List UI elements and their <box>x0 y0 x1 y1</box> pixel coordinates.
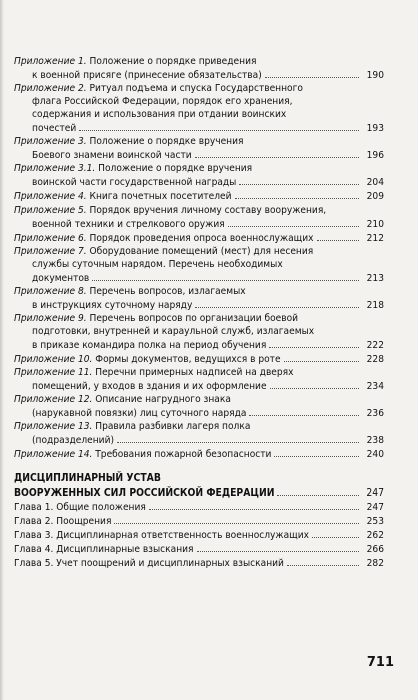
toc-entry-text: Книга почетных посетителей <box>89 191 232 203</box>
chapter-entry <box>14 514 384 528</box>
toc-entry-text: Порядок проведения опроса военнослужащих <box>89 232 314 244</box>
appendix-label: Приложение 13. <box>14 421 93 433</box>
toc-entry-line <box>14 204 384 217</box>
appendix-label: Приложение 3. <box>14 136 87 148</box>
toc-entry-line <box>14 325 384 338</box>
page-ref: 210 <box>366 218 384 230</box>
leader-dots <box>265 68 359 78</box>
toc-entry-text: к военной присяге (принесение обязательства) <box>32 70 262 82</box>
toc-entry-line <box>14 189 384 203</box>
chapter-entry <box>14 556 384 570</box>
leader-dots <box>249 406 359 416</box>
toc-entry-text: Перечень вопросов, излагаемых <box>89 285 246 297</box>
page-ref: 247 <box>366 486 384 499</box>
page-ref: 253 <box>366 516 384 528</box>
page-ref: 282 <box>366 558 384 570</box>
toc-entry-line <box>14 352 384 366</box>
toc-entry-text: (нарукавной повязки) лиц суточного наряда <box>32 408 247 420</box>
toc-entry-text: Перечень вопросов по организации боевой <box>89 312 299 324</box>
table-of-contents <box>14 55 384 570</box>
appendix-label: Приложение 5. <box>14 204 87 216</box>
leader-dots <box>317 231 360 241</box>
section-title-text: ВООРУЖЕННЫХ СИЛ РОССИЙСКОЙ ФЕДЕРАЦИИ <box>14 486 275 499</box>
toc-entry-text: документов <box>32 272 90 284</box>
appendix-label: Приложение 7. <box>14 245 87 257</box>
toc-entry-text: Формы документов, ведущихся в роте <box>95 354 281 366</box>
page-ref: 247 <box>366 502 384 514</box>
toc-entry <box>14 447 384 461</box>
toc-entry-line <box>14 379 384 393</box>
toc-entry-text: Оборудование помещений (мест) для несения <box>89 245 314 257</box>
toc-entry-line <box>14 285 384 298</box>
toc-entry <box>14 189 384 203</box>
chapter-text: Глава 2. Поощрения <box>14 516 112 528</box>
toc-entry <box>14 204 384 231</box>
page-gutter <box>0 0 4 700</box>
appendix-label: Приложение 6. <box>14 232 87 244</box>
page-ref: 236 <box>366 408 384 420</box>
leader-dots <box>117 433 359 443</box>
page-ref: 234 <box>366 381 384 393</box>
toc-entry <box>14 245 384 285</box>
toc-entry-text: почестей <box>32 123 77 135</box>
toc-entry-line <box>14 245 384 258</box>
appendix-label: Приложение 8. <box>14 285 87 297</box>
toc-entry-text: Порядок вручения личному составу вооружения, <box>89 204 327 216</box>
toc-entry-text: воинской части государственной награды <box>32 177 237 189</box>
leader-dots <box>228 217 359 227</box>
toc-entry-text: Ритуал подъема и спуска Государственного <box>89 83 303 95</box>
page-ref: 212 <box>366 232 384 244</box>
toc-entry <box>14 420 384 447</box>
toc-entry <box>14 366 384 393</box>
page-ref: 209 <box>366 191 384 203</box>
toc-entry-line <box>14 338 384 352</box>
leader-dots <box>195 298 359 308</box>
toc-entry <box>14 55 384 82</box>
leader-dots <box>274 447 359 457</box>
toc-entry-line <box>14 68 384 82</box>
toc-entry-text: Боевого знамени воинской части <box>32 150 192 162</box>
toc-entry-text: (подразделений) <box>32 435 115 447</box>
toc-entry-text: Требования пожарной безопасности <box>95 449 272 461</box>
leader-dots <box>239 175 359 185</box>
toc-entry-line <box>14 82 384 95</box>
toc-entry-text: подготовки, внутренней и караульной служб, излагаемых <box>32 325 315 337</box>
chapter-text: Глава 5. Учет поощрений и дисциплинарных взысканий <box>14 558 284 570</box>
page-ref: 240 <box>366 449 384 461</box>
appendix-label: Приложение 12. <box>14 394 93 406</box>
toc-entry-text: Положение о порядке приведения <box>89 56 257 67</box>
toc-entry-line <box>14 135 384 148</box>
toc-entry <box>14 393 384 420</box>
toc-entry <box>14 135 384 162</box>
toc-entry <box>14 231 384 245</box>
toc-entry <box>14 285 384 312</box>
leader-dots <box>284 352 359 362</box>
toc-entry-line <box>14 217 384 231</box>
page-number: 711 <box>366 655 394 670</box>
leader-dots <box>79 121 359 131</box>
appendix-list <box>14 55 384 461</box>
page-ref: 262 <box>366 530 384 542</box>
toc-entry <box>14 352 384 366</box>
page-ref: 238 <box>366 435 384 447</box>
appendix-label: Приложение 9. <box>14 312 87 324</box>
page-ref: 222 <box>366 339 384 351</box>
page-ref: 218 <box>366 299 384 311</box>
toc-entry-text: военной техники и стрелкового оружия <box>32 218 225 230</box>
appendix-label: Приложение 14. <box>14 449 93 461</box>
toc-entry-line <box>14 108 384 121</box>
leader-dots <box>195 148 359 158</box>
toc-entry-line <box>14 433 384 447</box>
toc-entry-line <box>14 271 384 285</box>
toc-entry-line <box>14 55 384 68</box>
appendix-label: Приложение 4. <box>14 191 87 203</box>
page-ref: 204 <box>366 177 384 189</box>
leader-dots <box>149 500 359 510</box>
toc-entry-line <box>14 406 384 420</box>
leader-dots <box>92 271 359 281</box>
toc-entry-text: в инструкциях суточному наряду <box>32 299 193 311</box>
toc-entry-text: флага Российской Федерации, порядок его хранения, <box>32 96 293 108</box>
toc-entry <box>14 312 384 352</box>
toc-entry-line <box>14 175 384 189</box>
appendix-label: Приложение 3.1. <box>14 163 96 175</box>
chapter-text: Глава 3. Дисциплинарная ответственность военнослужащих <box>14 530 310 542</box>
leader-dots <box>277 486 359 496</box>
toc-entry-line <box>14 312 384 325</box>
page-ref: 213 <box>366 272 384 284</box>
appendix-label: Приложение 2. <box>14 83 87 95</box>
toc-entry-line <box>14 258 384 271</box>
chapter-entry <box>14 542 384 556</box>
chapter-entry <box>14 500 384 514</box>
appendix-label: Приложение 1. <box>14 56 87 67</box>
toc-entry-line <box>14 420 384 433</box>
appendix-label: Приложение 10. <box>14 354 93 366</box>
chapter-list <box>14 500 384 570</box>
appendix-label: Приложение 11. <box>14 367 93 379</box>
page-ref: 196 <box>366 150 384 162</box>
section-title-text: ДИСЦИПЛИНАРНЫЙ УСТАВ <box>14 472 161 485</box>
page-ref: 266 <box>366 544 384 556</box>
toc-entry-text: помещений, у входов в здания и их оформление <box>32 381 267 393</box>
toc-entry-line <box>14 298 384 312</box>
page-ref: 190 <box>366 70 384 82</box>
toc-entry <box>14 162 384 189</box>
toc-entry-line <box>14 121 384 135</box>
leader-dots <box>312 528 359 538</box>
leader-dots <box>270 379 359 389</box>
toc-entry-line <box>14 95 384 108</box>
section-title <box>14 472 384 500</box>
toc-entry-line <box>14 231 384 245</box>
chapter-text: Глава 4. Дисциплинарные взыскания <box>14 544 194 556</box>
toc-entry-line <box>14 447 384 461</box>
toc-entry-line <box>14 148 384 162</box>
toc-entry <box>14 82 384 135</box>
leader-dots <box>114 514 359 524</box>
leader-dots <box>287 556 359 566</box>
toc-entry-text: Правила разбивки лагеря полка <box>95 421 251 433</box>
toc-entry-text: службы суточным нарядом. Перечень необходимых <box>32 258 283 270</box>
leader-dots <box>269 338 359 348</box>
toc-entry-text: содержания и использования при отдании воинских <box>32 109 287 121</box>
toc-entry-text: в приказе командира полка на период обучения <box>32 339 267 351</box>
page-ref: 228 <box>366 354 384 366</box>
toc-entry-line <box>14 162 384 175</box>
toc-entry-text: Положение о порядке вручения <box>98 163 253 175</box>
section-title-line <box>14 486 384 500</box>
leader-dots <box>197 542 359 552</box>
toc-entry-line <box>14 393 384 406</box>
toc-entry-text: Описание нагрудного знака <box>95 394 231 406</box>
section-title-line <box>14 472 384 485</box>
toc-entry-text: Перечни примерных надписей на дверях <box>95 367 294 379</box>
toc-entry-text: Положение о порядке вручения <box>89 136 244 148</box>
page-ref: 193 <box>366 123 384 135</box>
leader-dots <box>235 189 359 199</box>
chapter-text: Глава 1. Общие положения <box>14 502 146 514</box>
chapter-entry <box>14 528 384 542</box>
toc-entry-line <box>14 366 384 379</box>
